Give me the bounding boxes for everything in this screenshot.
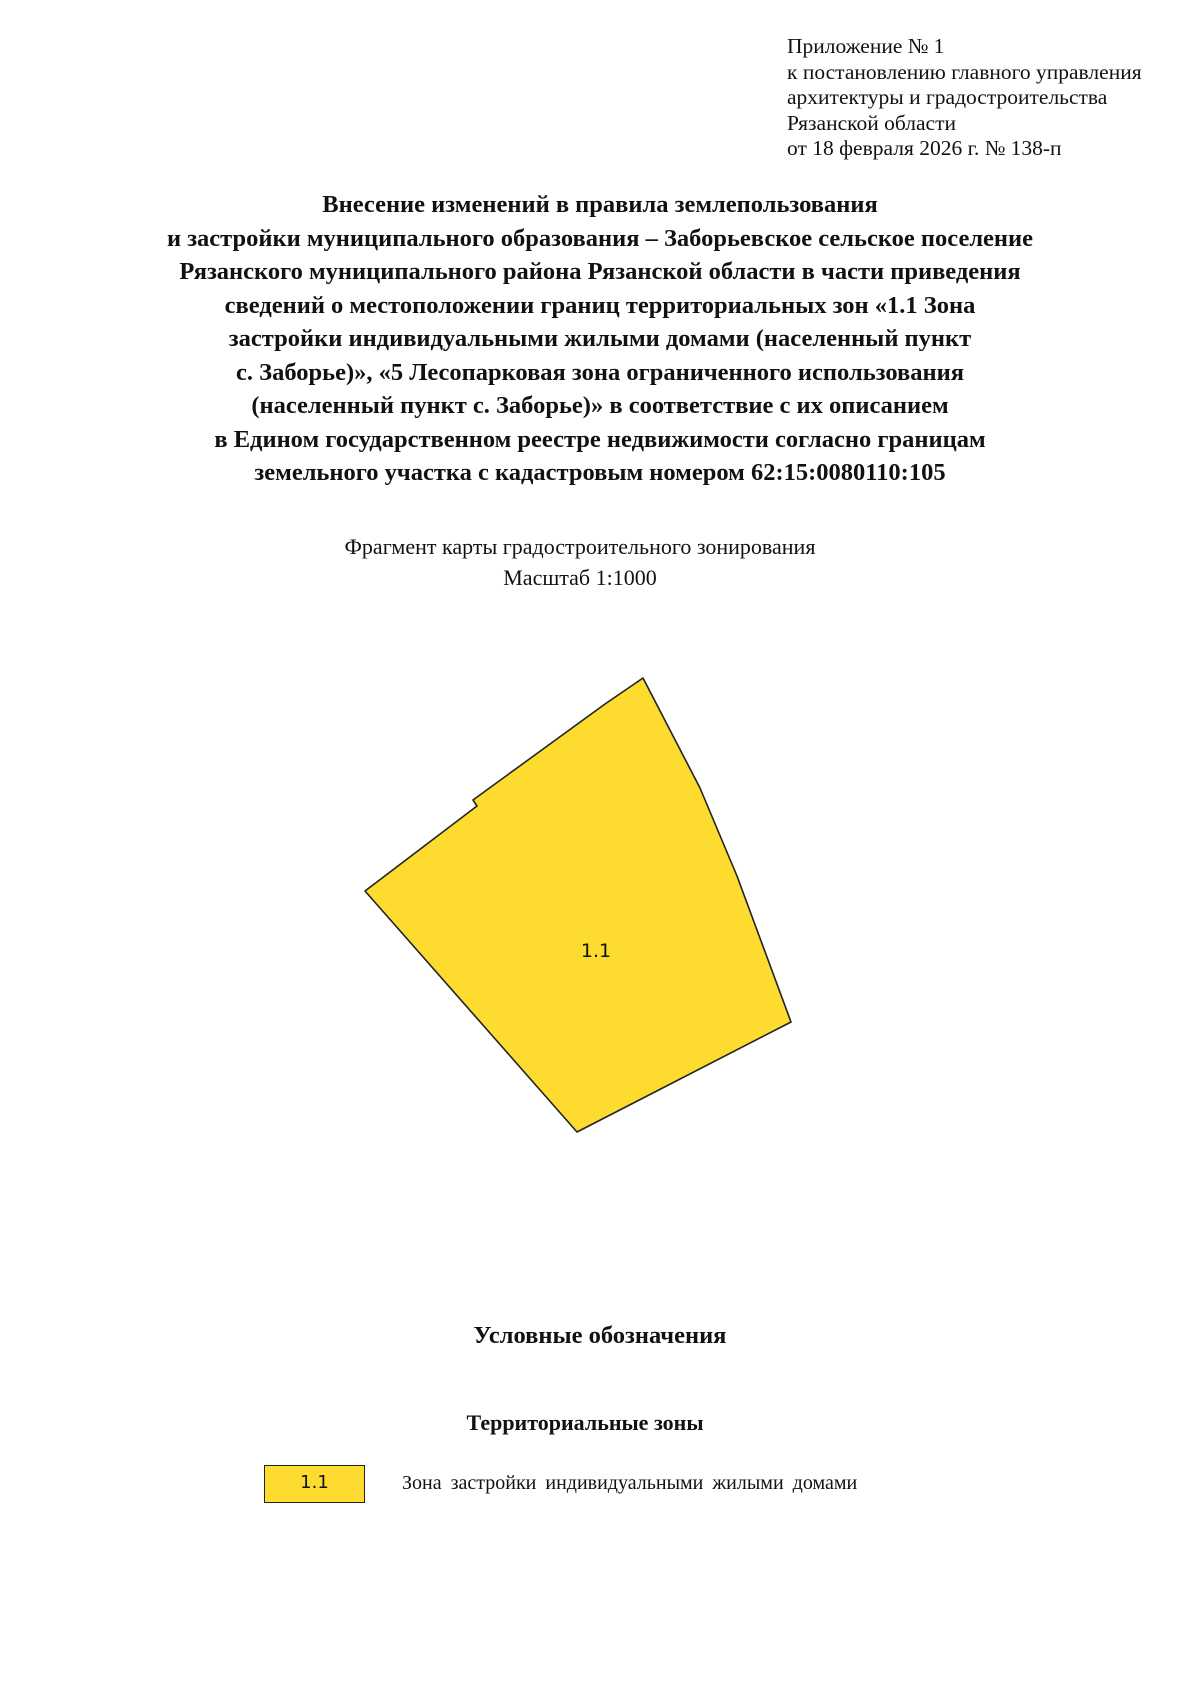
legend-description: Зона застройки индивидуальными жилыми домами: [402, 1472, 858, 1494]
title-line: Рязанского муниципального района Рязанской области в части приведения: [179, 258, 1021, 285]
title-line: в Едином государственном реестре недвижимости согласно границам: [214, 425, 986, 453]
appendix-line: Рязанской области: [787, 110, 956, 135]
legend-title: Условные обозначения: [473, 1322, 727, 1349]
map-scale: Масштаб 1:1000: [503, 565, 657, 590]
appendix-line: к постановлению главного управления: [787, 59, 1142, 84]
zone-label: 1.1: [580, 940, 612, 962]
map-caption: Фрагмент карты градостроительного зонирования: [344, 534, 816, 559]
title-line: земельного участка с кадастровым номером 62:15:0080110:105: [254, 459, 946, 486]
appendix-line: от 18 февраля 2026 г. № 138-п: [787, 136, 1062, 160]
legend-swatch: 1.1: [264, 1465, 365, 1503]
zone-1-1-polygon: [365, 678, 791, 1132]
legend-subtitle: Территориальные зоны: [466, 1410, 704, 1435]
title-line: с. Заборье)», «5 Лесопарковая зона ограниченного использования: [236, 358, 964, 386]
appendix-line: Приложение № 1: [787, 34, 945, 58]
title-line: застройки индивидуальными жилыми домами (населенный пункт: [228, 325, 972, 352]
title-line: Внесение изменений в правила землепользования: [322, 191, 878, 218]
title-line: сведений о местоположении границ территориальных зон «1.1 Зона: [224, 291, 976, 319]
title-line: и застройки муниципального образования – Заборьевское сельское поселение: [166, 224, 1034, 252]
appendix-line: архитектуры и градостроительства: [787, 85, 1108, 109]
title-line: (населенный пункт с. Заборье)» в соответствие с их описанием: [251, 392, 949, 419]
